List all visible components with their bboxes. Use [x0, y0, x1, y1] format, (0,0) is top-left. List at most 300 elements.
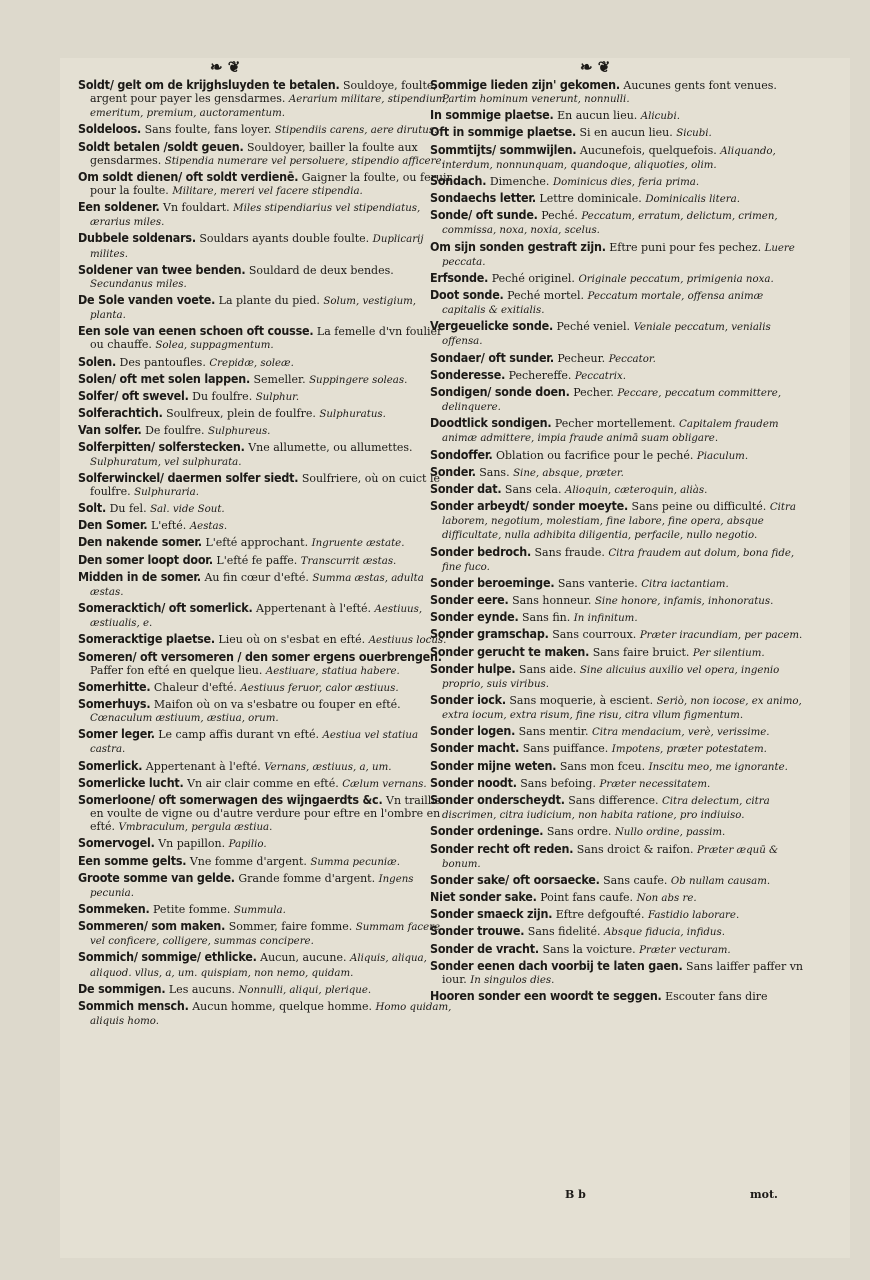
french-gloss: Point fans caufe. — [540, 890, 634, 904]
dictionary-entry — [430, 724, 806, 739]
headword: Midden in de somer. — [78, 568, 201, 584]
french-gloss: Escouter fans dire — [665, 990, 768, 1003]
french-gloss: L'efté approchant. — [205, 536, 309, 550]
headword: Sonder ordeninge. — [430, 823, 544, 839]
french-gloss: Chaleur d'efté. — [153, 680, 237, 694]
headword: Sonder beroeminge. — [430, 574, 555, 590]
latin-gloss: Dominicus dies, feria prima. — [552, 176, 700, 188]
french-gloss: Souldard de deux bendes. — [248, 263, 394, 277]
latin-gloss: Inscitu meo, me ignorante. — [648, 761, 788, 773]
dictionary-entry — [430, 288, 806, 317]
headword: Sondoffer. — [430, 446, 493, 462]
latin-gloss: Aestiuus feruor, calor æstiuus. — [240, 682, 399, 694]
latin-gloss: Aerarium militare, stipendium, emeritum, premium, auctoramentum. — [90, 94, 449, 120]
latin-gloss: Aestiuus locus. — [368, 635, 447, 647]
french-gloss: Vne fomme d'argent. — [189, 854, 307, 868]
headword: Doodtlick sondigen. — [430, 415, 552, 431]
latin-gloss: Sulphuratus. — [319, 409, 386, 421]
dictionary-entry — [430, 208, 806, 237]
dictionary-entry — [430, 125, 806, 140]
headword: Een somme gelts. — [78, 852, 187, 868]
latin-gloss: Peccatum mortale, offensa animæ capitalis & exitialis. — [442, 291, 764, 317]
latin-gloss: Sulphuratum, vel sulphurata. — [90, 456, 242, 468]
headword: Sonder iock. — [430, 692, 506, 707]
headword: Solt. — [78, 500, 107, 516]
dictionary-entry — [78, 170, 454, 198]
headword: Niet sonder sake. — [430, 888, 537, 904]
dictionary-entry — [78, 501, 454, 516]
french-gloss: Sans aide. — [518, 662, 577, 676]
latin-gloss: Cælum vernans. — [342, 778, 427, 790]
latin-gloss: Alioquin, cæteroquin, aliàs. — [565, 484, 708, 496]
french-gloss: Appertenant à l'efté. — [145, 759, 261, 773]
headword: Sonder trouwe. — [430, 923, 525, 939]
latin-gloss: Peccatrix. — [574, 370, 626, 382]
headword: Sonder eenen dach voorbij te laten gaen. — [430, 957, 683, 973]
french-gloss: Vn fouldart. — [163, 201, 230, 215]
latin-gloss: Præter necessitatem. — [599, 778, 711, 790]
dictionary-entry — [78, 535, 454, 550]
french-gloss: Sans la voicture. — [542, 942, 636, 956]
latin-gloss: Alicubi. — [640, 111, 680, 123]
latin-gloss: Citra mendacium, verè, verissime. — [591, 727, 770, 739]
headword: Somerhuys. — [78, 696, 151, 711]
latin-gloss: Crepidæ, soleæ. — [209, 357, 294, 369]
latin-gloss: Peccatum, erratum, delictum, crimen, commissa, noxa, noxia, scelus. — [442, 211, 778, 237]
french-gloss: La femelle d'vn foulier ou chauffe. — [90, 325, 443, 352]
latin-gloss: Cœnaculum æstiuum, æstiua, orum. — [90, 713, 279, 725]
headword: Oft in sommige plaetse. — [430, 124, 576, 140]
french-gloss: Du foulfre. — [192, 389, 253, 403]
dictionary-entry — [78, 355, 454, 370]
french-gloss: Aucunefois, quelquefois. — [579, 143, 717, 157]
headword: Somerhitte. — [78, 678, 151, 694]
headword: Somerlick. — [78, 757, 143, 773]
headword: Somer leger. — [78, 726, 155, 742]
headword: Sonder. — [430, 463, 476, 479]
latin-gloss: Vmbraculum, pergula æstiua. — [118, 822, 273, 834]
latin-gloss: Piaculum. — [696, 450, 749, 462]
french-gloss: Sans fraude. — [534, 545, 605, 559]
fleuron-ornament: ❧ ❦ — [580, 58, 611, 76]
latin-gloss: Aliquis, aliqua, aliquod. vllus, a, um. quispiam, non nemo, quidam. — [90, 953, 427, 979]
latin-gloss: Sulphureus. — [208, 426, 271, 438]
latin-gloss: Stipendiis carens, aere dirutus. — [274, 125, 438, 137]
latin-gloss: Stipendia numerare vel persoluere, stipendio afficere. — [164, 155, 445, 167]
dictionary-entry — [430, 482, 806, 497]
latin-gloss: Dominicalis litera. — [645, 194, 740, 206]
dictionary-entry — [430, 645, 806, 660]
latin-gloss: Nullo ordine, passim. — [614, 827, 726, 839]
french-gloss: Souldoye, foulte, argent pour payer les gensdarmes. — [90, 79, 437, 106]
french-gloss: La plante du pied. — [218, 293, 320, 307]
headword: Sommich mensch. — [78, 997, 189, 1013]
french-gloss: Petite fomme. — [153, 902, 231, 916]
headword: Sondach. — [430, 172, 487, 188]
french-gloss: Lettre dominicale. — [539, 192, 642, 206]
french-gloss: Souldars ayants double foulte. — [199, 232, 370, 246]
dictionary-entry — [430, 78, 806, 106]
headword: Hooren sonder een woordt te seggen. — [430, 988, 662, 1003]
headword: Somerlicke lucht. — [78, 774, 184, 790]
french-gloss: Sans foulte, fans loyer. — [144, 123, 272, 137]
dictionary-entry — [430, 545, 806, 574]
headword: Sonder logen. — [430, 723, 516, 739]
dictionary-entry — [430, 741, 806, 756]
headword: Sondigen/ sonde doen. — [430, 384, 570, 399]
french-gloss: Si en aucun lieu. — [579, 126, 673, 140]
french-gloss: Pechereffe. — [508, 368, 572, 382]
french-gloss: Sans mon fceu. — [559, 759, 646, 773]
french-gloss: Appertenant à l'efté. — [256, 602, 372, 616]
left-column — [78, 78, 454, 1030]
french-gloss: Sans laiffer paffer vn iour. — [442, 959, 804, 986]
latin-gloss: Sine honore, infamis, inhonoratus. — [594, 595, 774, 607]
latin-gloss: Aestiua vel statiua castra. — [90, 730, 419, 756]
latin-gloss: Militare, mereri vel facere stipendia. — [172, 185, 363, 197]
dictionary-page — [60, 58, 850, 1258]
french-gloss: Sans difference. — [568, 794, 659, 808]
latin-gloss: Sulphuraria. — [134, 486, 199, 498]
latin-gloss: Impotens, præter potestatem. — [611, 744, 767, 756]
signature-mark: B b — [565, 1188, 586, 1201]
french-gloss: Des pantoufles. — [119, 355, 206, 369]
dictionary-entry — [78, 570, 454, 599]
dictionary-entry — [430, 662, 806, 691]
headword: Sommeren/ som maken. — [78, 918, 226, 934]
latin-gloss: Absque fiducia, infidus. — [603, 927, 725, 939]
headword: Sonder onderscheydt. — [430, 792, 565, 808]
french-gloss: Pecher. — [573, 386, 614, 399]
dictionary-entry — [78, 324, 454, 352]
dictionary-entry — [430, 593, 806, 608]
dictionary-entry — [430, 368, 806, 383]
headword: Soldt betalen /soldt geuen. — [78, 138, 244, 154]
french-gloss: Peché veniel. — [556, 320, 631, 334]
dictionary-entry — [78, 231, 454, 260]
dictionary-entry — [78, 919, 454, 948]
latin-gloss: Citra laborem, negotium, molestiam, fine labore, fine opera, absque difficultate, nulla adhibita diligentia, perfacile, nullo negotio. — [442, 502, 796, 542]
french-gloss: Eftre defgoufté. — [555, 908, 645, 922]
french-gloss: En aucun lieu. — [557, 109, 638, 123]
dictionary-entry — [78, 122, 454, 137]
dictionary-entry — [430, 174, 806, 189]
headword: Sommtijts/ sommwijlen. — [430, 141, 577, 157]
latin-gloss: Partim hominum venerunt, nonnulli. — [442, 94, 630, 106]
dictionary-entry — [78, 423, 454, 438]
french-gloss: Le camp affis durant vn efté. — [158, 728, 320, 742]
page-header — [60, 58, 850, 78]
headword: Om sijn sonden gestraft zijn. — [430, 238, 606, 254]
french-gloss: Sans fin. — [522, 611, 571, 625]
dictionary-entry — [430, 610, 806, 625]
french-gloss: Maifon où on va s'esbatre ou fouper en efté. — [153, 698, 401, 711]
french-gloss: Oblation ou facrifice pour le peché. — [496, 448, 694, 462]
dictionary-entry — [430, 271, 806, 286]
dictionary-entry — [430, 351, 806, 366]
latin-gloss: Præter iracundiam, per pacem. — [639, 630, 803, 642]
french-gloss: Aucun homme, quelque homme. — [192, 999, 372, 1013]
latin-gloss: Sicubi. — [676, 128, 712, 140]
headword: Someracktich/ oft somerlick. — [78, 600, 253, 616]
dictionary-entry — [430, 385, 806, 414]
headword: Sonder smaeck zijn. — [430, 906, 553, 922]
dictionary-entry — [78, 78, 454, 120]
french-gloss: Sans caufe. — [603, 873, 668, 887]
dictionary-entry — [78, 776, 454, 791]
french-gloss: Pecher mortellement. — [554, 417, 676, 431]
headword: Sonde/ oft sunde. — [430, 207, 538, 223]
headword: Someren/ oft versomeren / den somer ergens ouerbrengen. — [78, 648, 442, 664]
headword: Sondaechs letter. — [430, 190, 536, 206]
latin-gloss: Duplicarij milites. — [90, 234, 424, 260]
dictionary-entry — [430, 942, 806, 957]
dictionary-entry — [78, 727, 454, 756]
latin-gloss: Summam facere vel conficere, colligere, summas concipere. — [90, 922, 441, 948]
dictionary-entry — [430, 776, 806, 791]
dictionary-entry — [430, 824, 806, 839]
headword: Sonder bedroch. — [430, 543, 532, 559]
dictionary-entry — [78, 140, 454, 168]
dictionary-entry — [78, 697, 454, 725]
headword: Sonder macht. — [430, 740, 520, 756]
headword: De Sole vanden voete. — [78, 291, 216, 307]
latin-gloss: In infinitum. — [573, 613, 638, 625]
headword: Sonder hulpe. — [430, 660, 516, 676]
french-gloss: De foulfre. — [145, 424, 205, 438]
dictionary-entry — [430, 693, 806, 722]
french-gloss: Sans faire bruict. — [592, 645, 690, 659]
headword: Solferwinckel/ daermen solfer siedt. — [78, 469, 299, 485]
headword: Doot sonde. — [430, 287, 504, 303]
fleuron-ornament: ❧ ❦ — [210, 58, 241, 76]
headword: Sonder mijne weten. — [430, 757, 557, 773]
headword: Sommich/ sommige/ ethlicke. — [78, 949, 257, 965]
headword: Sonder de vracht. — [430, 940, 539, 956]
latin-gloss: Per silentium. — [692, 647, 765, 659]
headword: Van solfer. — [78, 422, 142, 438]
french-gloss: Du fel. — [109, 502, 147, 516]
latin-gloss: Non abs re. — [636, 892, 697, 904]
latin-gloss: Peccator. — [608, 353, 656, 365]
dictionary-entry — [430, 319, 806, 348]
dictionary-entry — [78, 440, 454, 468]
dictionary-entry — [430, 416, 806, 445]
headword: Sondaer/ oft sunder. — [430, 349, 554, 365]
french-gloss: Vne allumette, ou allumettes. — [248, 441, 413, 455]
french-gloss: Sans cela. — [504, 482, 562, 496]
french-gloss: Grande fomme d'argent. — [238, 871, 376, 885]
headword: Erfsonde. — [430, 269, 489, 285]
dictionary-entry — [430, 873, 806, 888]
dictionary-entry — [430, 759, 806, 774]
headword: Solen. — [78, 353, 117, 369]
latin-gloss: Sulphur. — [255, 391, 300, 403]
headword: Een sole van eenen schoen oft cousse. — [78, 323, 314, 339]
dictionary-entry — [78, 518, 454, 533]
headword: Sonder gerucht te maken. — [430, 643, 590, 659]
french-gloss: Pecheur. — [557, 351, 606, 365]
french-gloss: Vn traillis en voulte de vigne ou d'autre verdure pour eftre en l'ombre en efté. — [90, 793, 441, 834]
french-gloss: Lieu où on s'esbat en efté. — [218, 633, 366, 647]
latin-gloss: Sine, absque, præter. — [513, 467, 624, 479]
headword: Sonder noodt. — [430, 774, 517, 790]
latin-gloss: Præter vecturam. — [639, 944, 731, 956]
dictionary-entry — [78, 263, 454, 291]
french-gloss: Au fin cœur d'efté. — [204, 570, 309, 584]
dictionary-entry — [78, 372, 454, 387]
dictionary-entry — [430, 240, 806, 269]
french-gloss: Sans mentir. — [518, 725, 589, 739]
french-gloss: Dimenche. — [489, 174, 550, 188]
headword: Sommige lieden zijn' gekomen. — [430, 77, 620, 92]
headword: Groote somme van gelde. — [78, 869, 235, 885]
latin-gloss: Summa pecuniæ. — [310, 856, 400, 868]
french-gloss: Gaigner la foulte, ou feruir pour la foulte. — [90, 170, 452, 197]
dictionary-entry — [430, 576, 806, 591]
latin-gloss: Ingruente æstate. — [311, 538, 405, 550]
latin-gloss: Miles stipendiarius vel stipendiatus, ærarius miles. — [90, 203, 421, 229]
dictionary-entry — [430, 465, 806, 480]
dictionary-entry — [430, 907, 806, 922]
headword: Sonder sake/ oft oorsaecke. — [430, 871, 600, 887]
dictionary-entry — [430, 959, 806, 987]
headword: Sonder eynde. — [430, 609, 519, 625]
latin-gloss: Aestas. — [189, 521, 228, 533]
headword: Sommeken. — [78, 900, 150, 916]
headword: Sonder gramschap. — [430, 626, 549, 642]
french-gloss: Sans droict & raifon. — [576, 842, 694, 856]
french-gloss: Sans. — [479, 465, 510, 479]
headword: Den somer loopt door. — [78, 551, 213, 567]
dictionary-entry — [430, 108, 806, 123]
headword: In sommige plaetse. — [430, 107, 554, 123]
latin-gloss: Seriò, non iocose, ex animo, extra iocum, extra risum, fine risu, citra vllum figmentum. — [442, 696, 802, 722]
latin-gloss: Originale peccatum, primigenia noxa. — [578, 273, 774, 285]
latin-gloss: Sine alicuius auxilio vel opera, ingenio proprio, suis viribus. — [442, 664, 780, 690]
french-gloss: Peché mortel. — [507, 289, 585, 303]
french-gloss: Peché originel. — [491, 271, 575, 285]
french-gloss: L'efté fe paffe. — [216, 553, 298, 567]
latin-gloss: Solum, vestigium, planta. — [90, 295, 417, 322]
french-gloss: Vn air clair comme en efté. — [187, 776, 339, 790]
french-gloss: Sans fidelité. — [527, 925, 601, 939]
headword: Sonder eere. — [430, 591, 509, 607]
dictionary-entry — [78, 293, 454, 322]
latin-gloss: Citra fraudem aut dolum, bona fide, fine fuco. — [442, 547, 795, 573]
latin-gloss: Citra delectum, citra discrimen, citra iudicium, non habita ratione, pro indiuiso. — [442, 796, 770, 822]
french-gloss: Sans honneur. — [512, 593, 592, 607]
french-gloss: Sans befoing. — [520, 776, 596, 790]
dictionary-entry — [78, 601, 454, 630]
latin-gloss: Solea, suppagmentum. — [155, 340, 274, 352]
right-column — [430, 78, 806, 1006]
latin-gloss: Peccare, peccatum committere, delinquere. — [442, 388, 782, 414]
headword: Vergeuelicke sonde. — [430, 318, 554, 334]
dictionary-entry — [430, 842, 806, 871]
dictionary-entry — [78, 632, 454, 647]
dictionary-entry — [78, 680, 454, 695]
latin-gloss: Ingens pecunia. — [90, 873, 414, 899]
french-gloss: Sans courroux. — [552, 628, 637, 642]
dictionary-entry — [78, 871, 454, 900]
headword: Sonder recht oft reden. — [430, 840, 574, 856]
dictionary-entry — [78, 406, 454, 421]
headword: Somerloone/ oft somerwagen des wijngaerdts &c. — [78, 791, 383, 807]
headword: Een soldener. — [78, 199, 160, 215]
latin-gloss: Aliquando, interdum, nonnunquam, quandoque, aliquoties, olim. — [442, 145, 776, 171]
latin-gloss: In singulos dies. — [470, 974, 555, 986]
dictionary-entry — [78, 902, 454, 917]
latin-gloss: Suppingere soleas. — [309, 374, 408, 386]
dictionary-entry — [78, 553, 454, 568]
headword: Solfer/ oft swevel. — [78, 387, 189, 403]
french-gloss: Sans ordre. — [546, 825, 612, 839]
headword: Solen/ oft met solen lappen. — [78, 370, 250, 386]
dictionary-entry — [78, 471, 454, 499]
headword: Den nakende somer. — [78, 534, 202, 550]
dictionary-entry — [78, 950, 454, 979]
dictionary-entry — [430, 989, 806, 1004]
latin-gloss: Transcurrit æstas. — [300, 555, 397, 567]
dictionary-entry — [78, 200, 454, 229]
french-gloss: Sans peine ou difficulté. — [631, 500, 767, 514]
french-gloss: Soulfreux, plein de foulfre. — [166, 407, 316, 421]
dictionary-entry — [78, 759, 454, 774]
latin-gloss: Aestiuare, statiua habere. — [265, 665, 400, 677]
french-gloss: Souldoyer, bailler la foulte aux gensdarmes. — [90, 140, 418, 167]
latin-gloss: Veniale peccatum, venialis offensa. — [442, 322, 771, 348]
french-gloss: Sommer, faire fomme. — [228, 920, 353, 934]
dictionary-entry — [430, 143, 806, 172]
dictionary-entry — [78, 389, 454, 404]
dictionary-entry — [430, 793, 806, 822]
french-gloss: L'efté. — [150, 519, 187, 533]
dictionary-entry — [430, 191, 806, 206]
dictionary-entry — [430, 627, 806, 642]
headword: Sonder dat. — [430, 480, 502, 496]
headword: Soldener van twee benden. — [78, 261, 246, 277]
headword: Sonder arbeydt/ sonder moeyte. — [430, 498, 629, 514]
headword: Someracktige plaetse. — [78, 631, 215, 647]
latin-gloss: Nonnulli, aliqui, plerique. — [238, 984, 372, 996]
headword: Soldt/ gelt om de krijghsluyden te betalen. — [78, 77, 340, 92]
headword: Sonderesse. — [430, 366, 506, 382]
headword: Solferpitten/ solferstecken. — [78, 439, 245, 455]
headword: Dubbele soldenars. — [78, 230, 196, 246]
headword: Solferachtich. — [78, 405, 163, 421]
french-gloss: Vn papillon. — [158, 837, 226, 851]
headword: De sommigen. — [78, 980, 166, 996]
french-gloss: Les aucuns. — [168, 982, 235, 996]
latin-gloss: Homo quidam, aliquis homo. — [90, 1001, 452, 1027]
french-gloss: Sans vanterie. — [557, 576, 638, 590]
dictionary-entry — [430, 448, 806, 463]
dictionary-entry — [78, 650, 454, 678]
dictionary-entry — [430, 499, 806, 542]
latin-gloss: Sal. vide Sout. — [150, 504, 225, 516]
latin-gloss: Papilio. — [228, 839, 267, 851]
dictionary-entry — [430, 924, 806, 939]
headword: Den Somer. — [78, 517, 148, 533]
french-gloss: Sans puiffance. — [522, 742, 609, 756]
french-gloss: Semeller. — [253, 372, 306, 386]
headword: Soldeloos. — [78, 121, 142, 137]
dictionary-entry — [78, 999, 454, 1028]
latin-gloss: Ob nullam causam. — [670, 875, 771, 887]
latin-gloss: Aestiuus, æstiualis, e. — [90, 604, 423, 630]
french-gloss: Sans moquerie, à escient. — [509, 694, 654, 707]
